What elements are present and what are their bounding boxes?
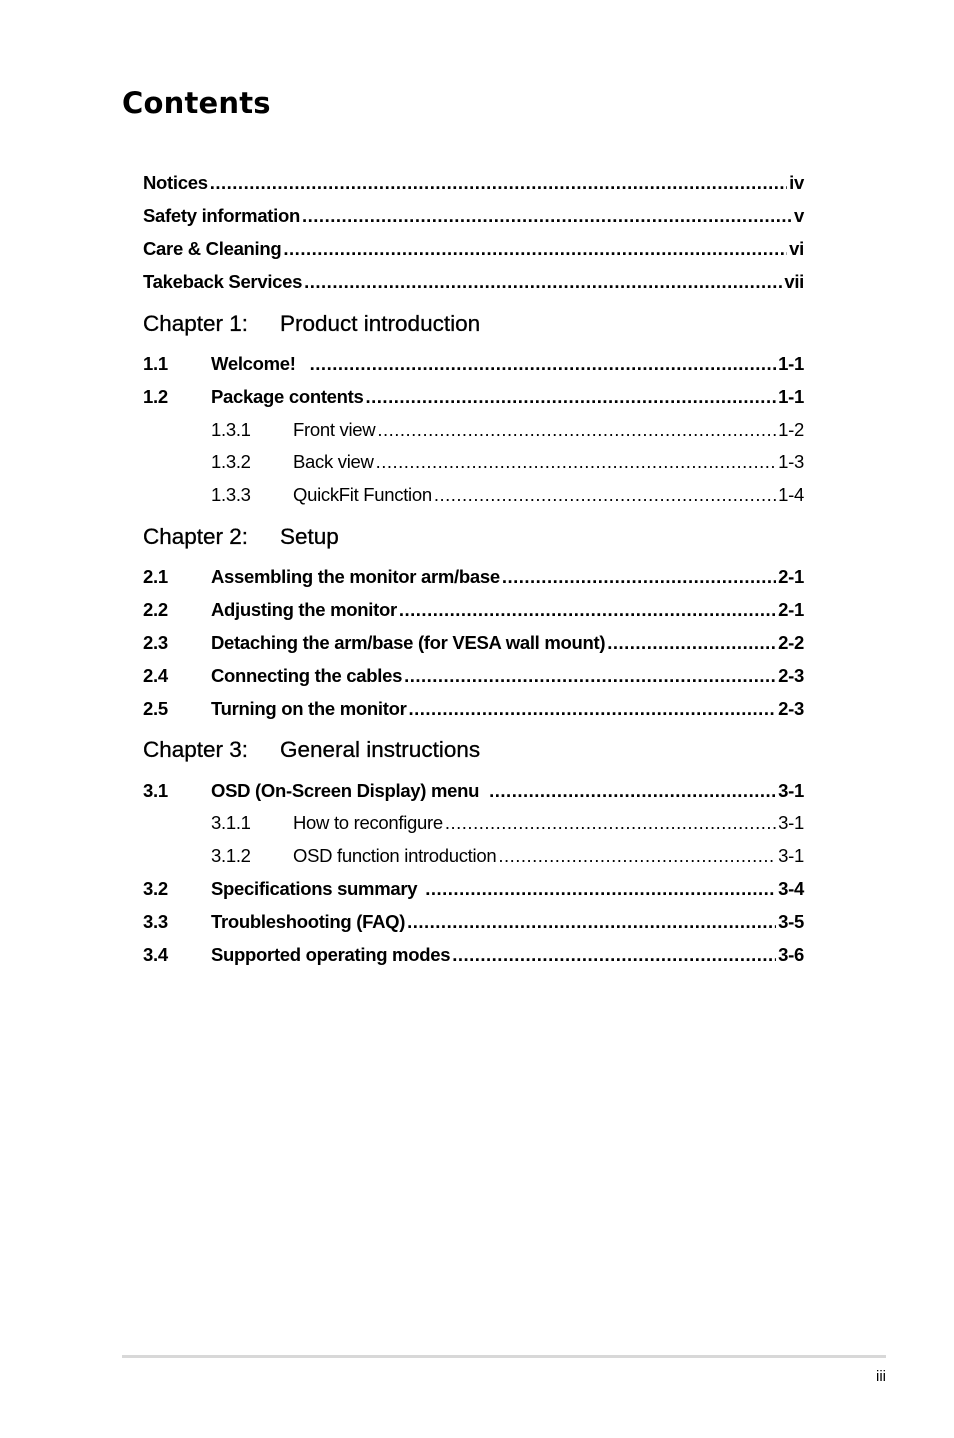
- page-number: iii: [876, 1368, 886, 1385]
- dot-leader: [407, 911, 776, 933]
- toc-entry-text: Care & Cleaning: [143, 238, 282, 259]
- section-number: 3.3: [143, 911, 168, 932]
- section-number: 2.3: [143, 632, 168, 653]
- toc-entry-text: Turning on the monitor: [211, 698, 407, 719]
- section-number: 2.2: [143, 599, 168, 620]
- toc-entry-1-1[interactable]: [143, 353, 804, 375]
- dot-leader: [607, 632, 776, 654]
- section-number: 1.2: [143, 386, 168, 407]
- section-number: 1.1: [143, 353, 168, 374]
- toc-page-number: 1-1: [778, 386, 804, 407]
- toc-entry-text: Assembling the monitor arm/base: [211, 566, 500, 587]
- toc-page-number: iv: [789, 172, 804, 193]
- toc-entry-3-4[interactable]: [143, 944, 804, 966]
- section-number: 3.4: [143, 944, 168, 965]
- dot-leader: [489, 780, 776, 802]
- toc-page-number: 3-4: [778, 878, 804, 899]
- toc-entry-text: Notices: [143, 172, 208, 193]
- section-number: 3.1.2: [211, 845, 251, 866]
- dot-leader: [434, 484, 776, 506]
- dot-leader: [376, 451, 777, 473]
- toc-entry-text: How to reconfigure: [293, 812, 443, 833]
- toc-entry-2-1[interactable]: [143, 566, 804, 588]
- chapter-heading-2[interactable]: [143, 524, 339, 550]
- toc-entry-text: Supported operating modes: [211, 944, 451, 965]
- chapter-title: General instructions: [280, 737, 481, 762]
- toc-page-number: vi: [789, 238, 804, 259]
- toc-page-number: 3-5: [778, 911, 804, 932]
- toc-entry-2-2[interactable]: [143, 599, 804, 621]
- dot-leader: [399, 599, 776, 621]
- toc-page-number: 1-1: [778, 353, 804, 374]
- toc-entry-takeback-services[interactable]: [143, 271, 804, 293]
- dot-leader: [210, 172, 787, 194]
- dot-leader: [302, 205, 792, 227]
- toc-entry-notices[interactable]: [143, 172, 804, 194]
- toc-entry-text: Takeback Services: [143, 271, 303, 292]
- dot-leader: [404, 665, 776, 687]
- dot-leader: [366, 386, 777, 408]
- chapter-title: Setup: [280, 524, 339, 549]
- footer-divider: [122, 1355, 886, 1358]
- toc-entry-1-3-1[interactable]: [143, 419, 804, 441]
- toc-entry-text: Adjusting the monitor: [211, 599, 397, 620]
- dot-leader: [502, 566, 776, 588]
- section-number: 2.1: [143, 566, 168, 587]
- toc-page-number: 2-3: [778, 698, 804, 719]
- toc-entry-text: Safety information: [143, 205, 301, 226]
- toc-page-number: 1-4: [778, 484, 804, 505]
- section-number: 1.3.1: [211, 419, 251, 440]
- section-number: 2.4: [143, 665, 168, 686]
- toc-page-number: 3-1: [778, 812, 804, 833]
- toc-entry-2-4[interactable]: [143, 665, 804, 687]
- toc-page-number: 2-2: [778, 632, 804, 653]
- toc-entry-2-5[interactable]: [143, 698, 804, 720]
- dot-leader: [409, 698, 777, 720]
- toc-entry-3-3[interactable]: [143, 911, 804, 933]
- toc-entry-text: Detaching the arm/base (for VESA wall mount): [211, 632, 606, 653]
- toc-entry-1-2[interactable]: [143, 386, 804, 408]
- dot-leader: [498, 845, 776, 867]
- toc-page-number: 3-1: [778, 780, 804, 801]
- toc-entry-3-1-1[interactable]: [143, 812, 804, 834]
- toc-entry-3-1-2[interactable]: [143, 845, 804, 867]
- toc-page-number: 1-2: [778, 419, 804, 440]
- toc-page-number: 2-1: [778, 566, 804, 587]
- toc-entry-text: Back view: [293, 451, 374, 472]
- toc-page-number: 2-1: [778, 599, 804, 620]
- dot-leader: [310, 353, 777, 375]
- dot-leader: [377, 419, 776, 441]
- toc-entry-text: Front view: [293, 419, 376, 440]
- toc-entry-text: OSD (On-Screen Display) menu: [211, 780, 480, 801]
- dot-leader: [304, 271, 782, 293]
- toc-entry-text: Welcome!: [211, 353, 296, 374]
- toc-entry-text: Troubleshooting (FAQ): [211, 911, 406, 932]
- chapter-number: Chapter 1:: [143, 311, 249, 336]
- toc-page-number: 2-3: [778, 665, 804, 686]
- section-number: 3.2: [143, 878, 168, 899]
- chapter-heading-1[interactable]: [143, 311, 480, 337]
- section-number: 2.5: [143, 698, 168, 719]
- toc-page-number: 1-3: [778, 451, 804, 472]
- toc-entry-text: Connecting the cables: [211, 665, 403, 686]
- section-number: 3.1: [143, 780, 168, 801]
- dot-leader: [283, 238, 787, 260]
- chapter-heading-3[interactable]: [143, 737, 480, 763]
- toc-entry-text: OSD function introduction: [293, 845, 497, 866]
- toc-entry-text: QuickFit Function: [293, 484, 432, 505]
- section-number: 1.3.2: [211, 451, 251, 472]
- toc-page-number: 3-6: [778, 944, 804, 965]
- toc-page-number: v: [794, 205, 804, 226]
- toc-entry-text: Specifications summary: [211, 878, 418, 899]
- toc-entry-1-3-2[interactable]: [143, 451, 804, 473]
- page-title: Contents: [122, 86, 271, 120]
- section-number: 3.1.1: [211, 812, 251, 833]
- toc-page-number: 3-1: [778, 845, 804, 866]
- chapter-title: Product introduction: [280, 311, 481, 336]
- section-number: 1.3.3: [211, 484, 251, 505]
- dot-leader: [425, 878, 776, 900]
- toc-entry-care-cleaning[interactable]: [143, 238, 804, 260]
- dot-leader: [452, 944, 776, 966]
- toc-entry-2-3[interactable]: [143, 632, 804, 654]
- toc-entry-text: Package contents: [211, 386, 364, 407]
- toc-entry-3-2[interactable]: [143, 878, 804, 900]
- chapter-number: Chapter 2:: [143, 524, 249, 549]
- dot-leader: [445, 812, 776, 834]
- chapter-number: Chapter 3:: [143, 737, 249, 762]
- toc-entry-safety-information[interactable]: [143, 205, 804, 227]
- toc-entry-1-3-3[interactable]: [143, 484, 804, 506]
- toc-entry-3-1[interactable]: [143, 780, 804, 802]
- toc-page-number: vii: [784, 271, 804, 292]
